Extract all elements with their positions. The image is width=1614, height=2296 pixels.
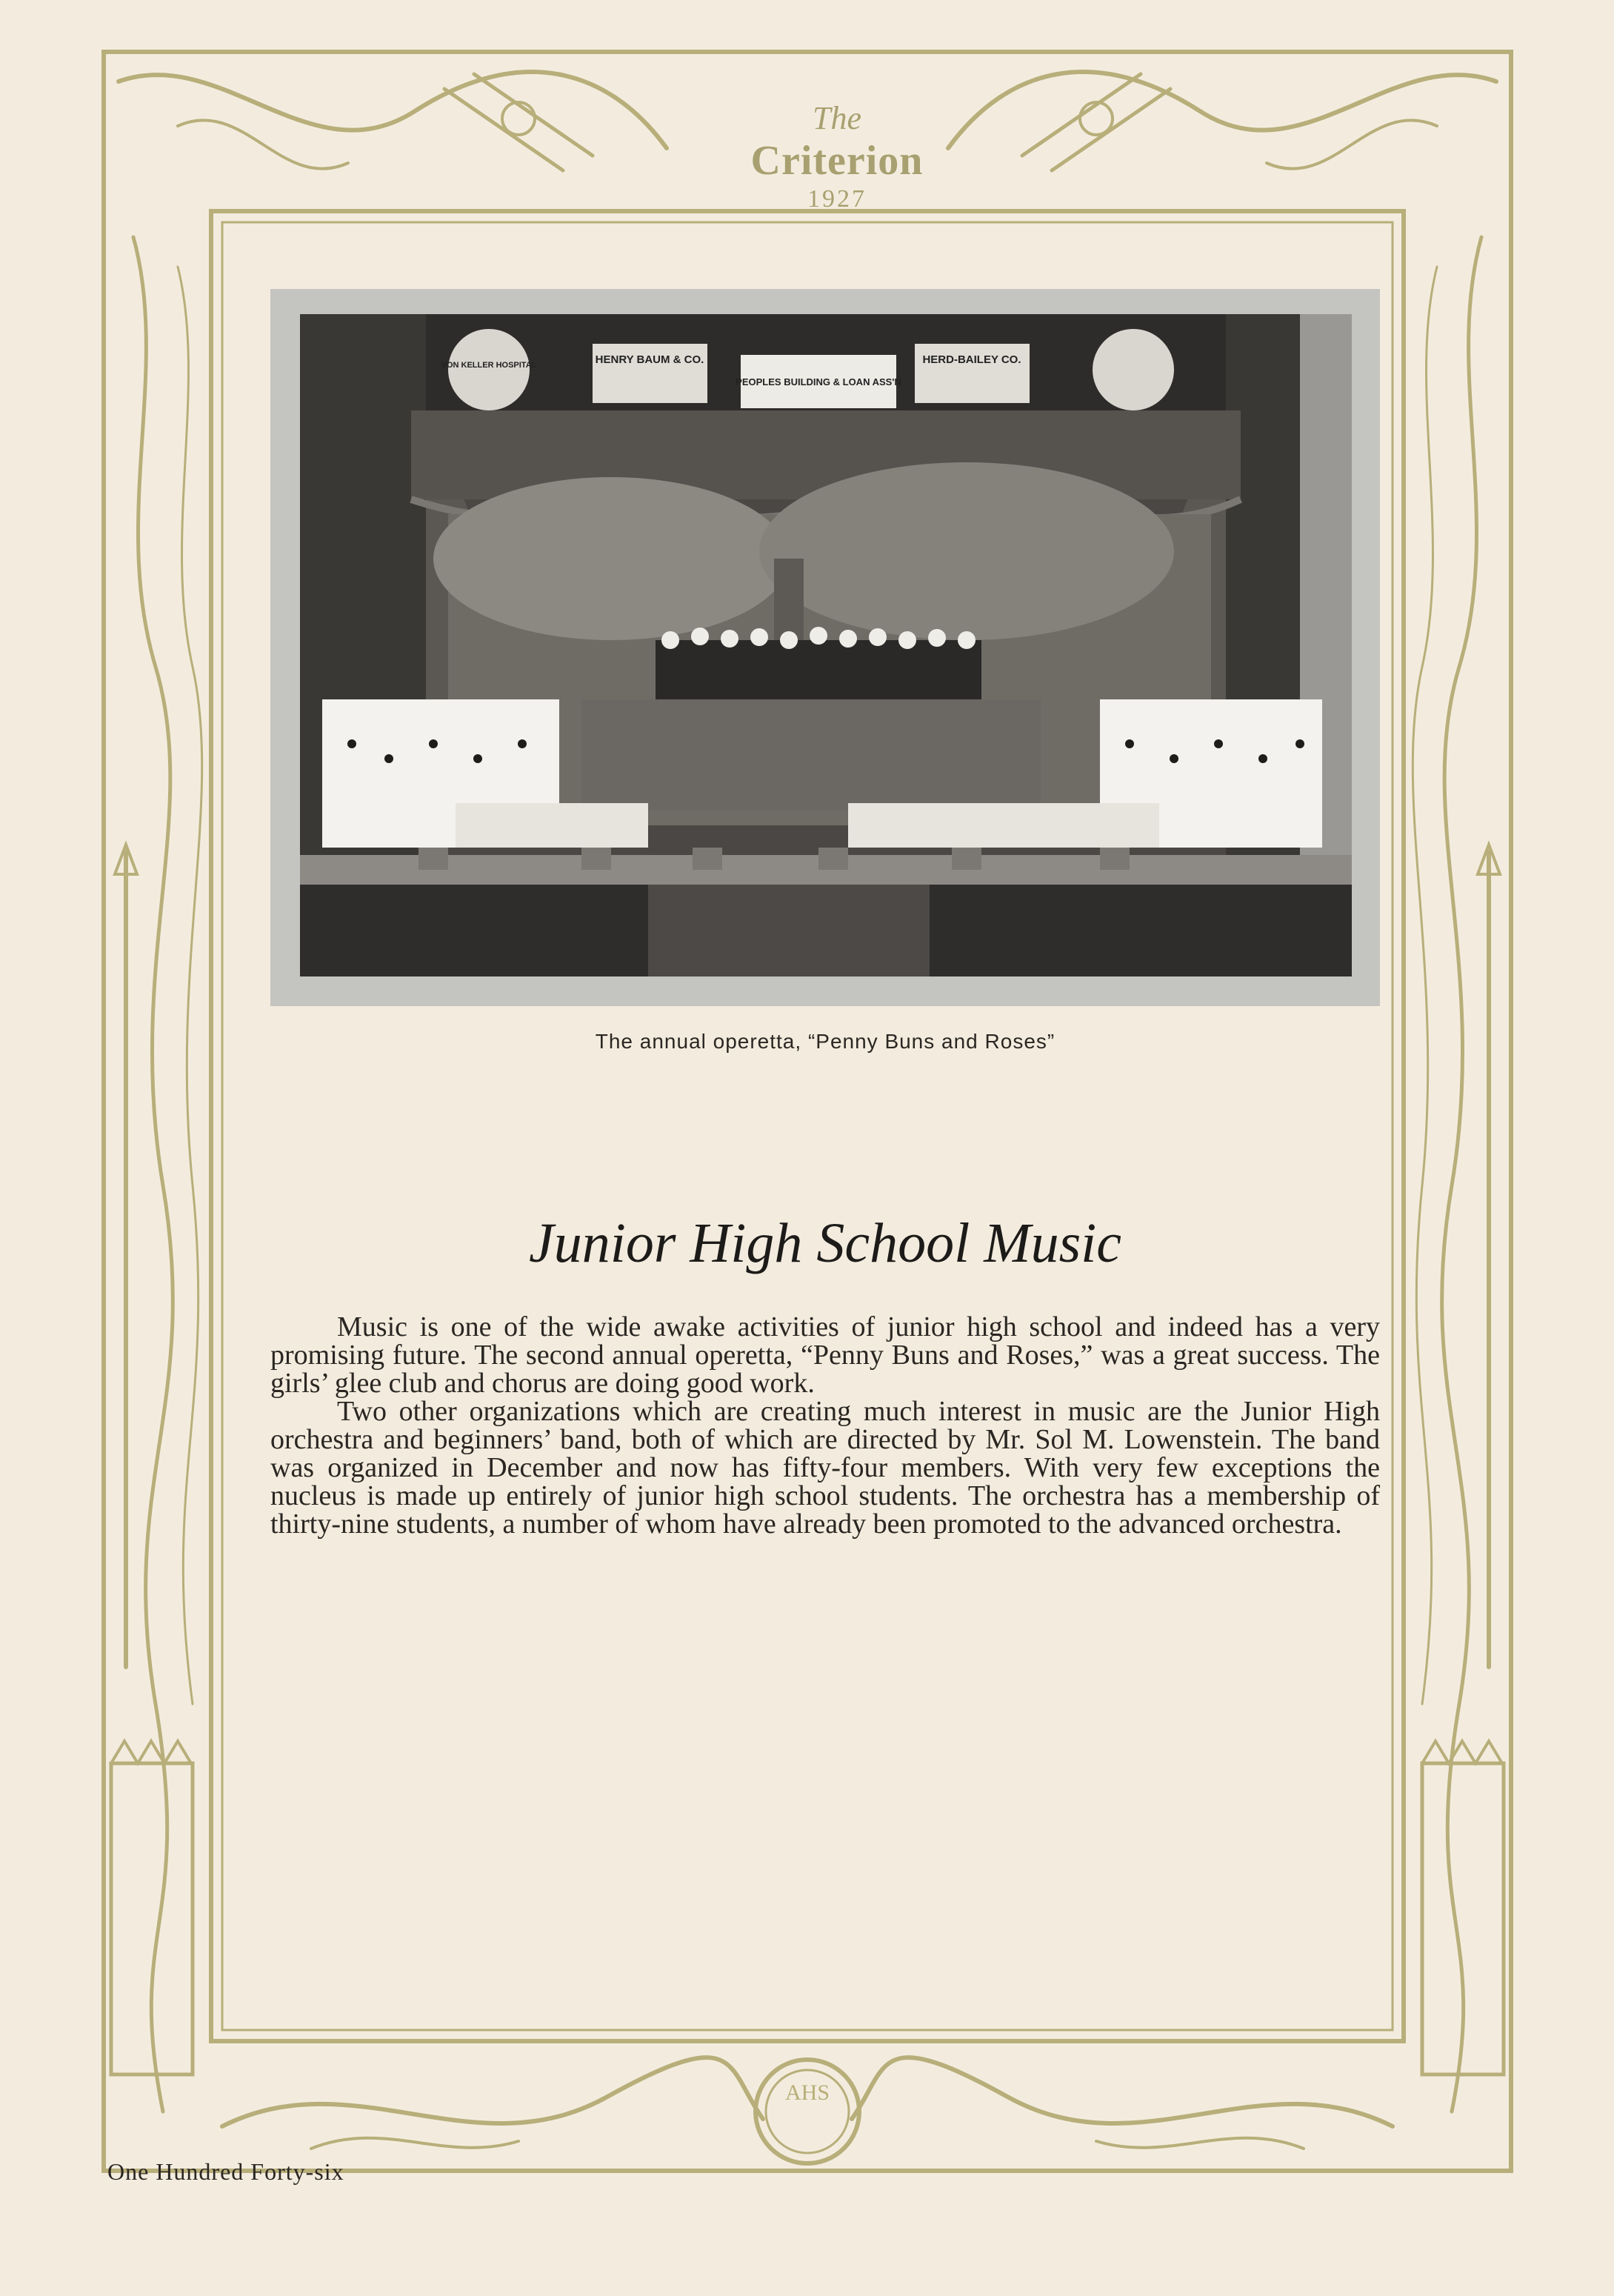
photo-frame — [270, 289, 1380, 1006]
sign-herd-bailey: HERD-BAILEY CO. — [922, 353, 1021, 366]
page-number: One Hundred Forty-six — [107, 2158, 344, 2185]
sign-henry-baum: HENRY BAUM & CO. — [595, 353, 704, 366]
article-paragraph: Music is one of the wide awake activities of junior high school and indeed has a very promising future. The second annual operetta, “Penny Buns and Roses,” was a great success. The girls’ glee club and chorus are doing good work. — [270, 1311, 1380, 1399]
sign-peoples-building: PEOPLES BUILDING & LOAN ASS'N — [736, 376, 901, 387]
article-body — [270, 1313, 1380, 1538]
article-paragraph: Two other organizations which are creating much interest in music are the Junior High orchestra and beginners’ band, both of which are directed by Mr. Sol M. Lowenstein. The band was organized in December and now has fifty-four members. With very few exceptions the nucleus is made up entirely of junior high school students. The orchestra has a membership of thirty-nine students, a number of whom have already been promoted to the advanced orchestra. — [270, 1396, 1380, 1540]
article-heading: Junior High School Music — [528, 1212, 1121, 1274]
photo-caption: The annual operetta, “Penny Buns and Roses” — [595, 1030, 1056, 1053]
masthead-the: The — [813, 100, 861, 136]
crest-text: AHS — [784, 2080, 830, 2105]
sign-hospital: VON KELLER HOSPITAL — [441, 361, 537, 370]
masthead — [696, 100, 978, 214]
masthead-title: Criterion — [750, 138, 924, 184]
masthead-year: 1927 — [807, 185, 867, 213]
operetta-photo — [300, 314, 1352, 976]
